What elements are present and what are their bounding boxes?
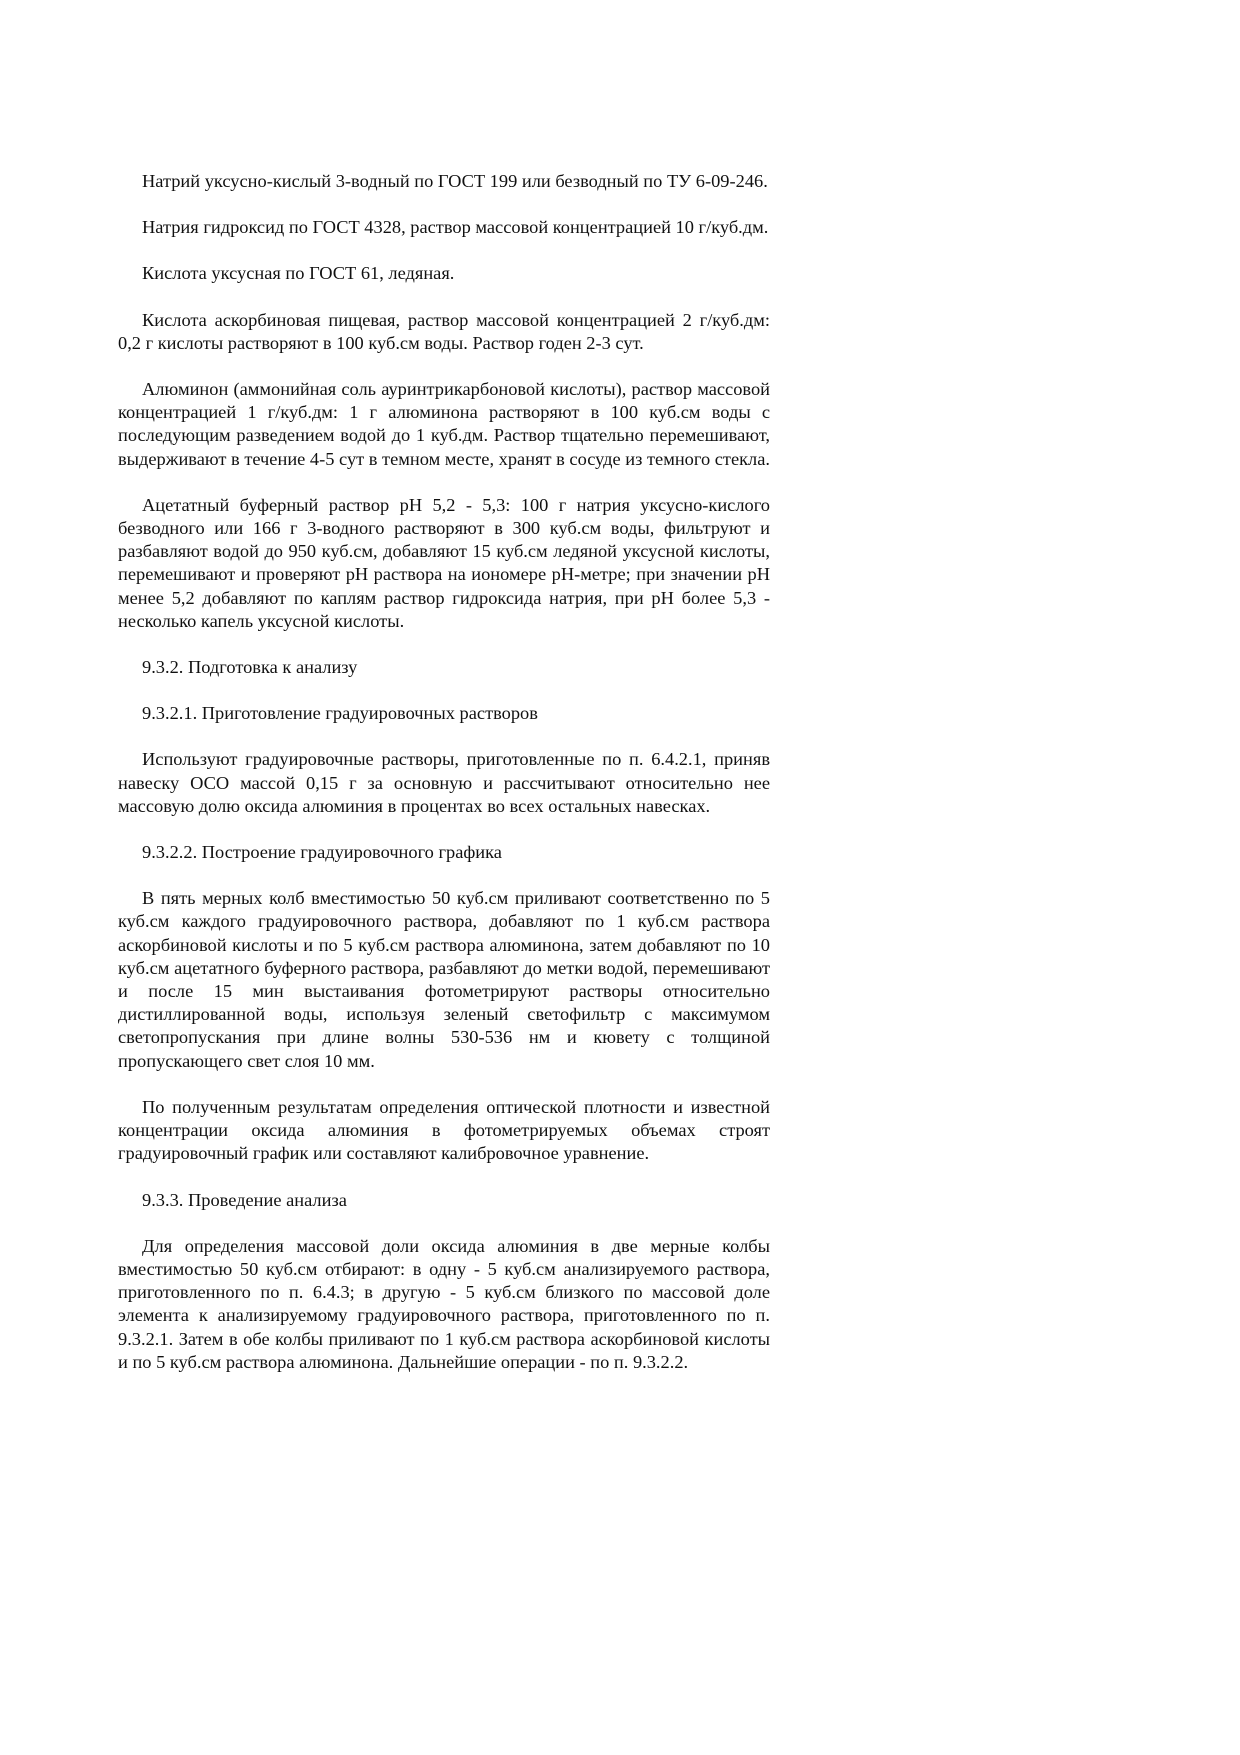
paragraph-calibration-solutions: Используют градуировочные растворы, приготовленные по п. 6.4.2.1, приняв навеску ОСО массой 0,15 г за основную и рассчитывают относительно нее массовую долю оксида алюминия в процентах во всех остальных навесках. xyxy=(118,749,770,816)
paragraph-acetic-acid: Кислота уксусная по ГОСТ 61, ледяная. xyxy=(142,263,455,284)
section-heading-calibration-solutions: 9.3.2.1. Приготовление градуировочных растворов xyxy=(142,703,538,724)
paragraph-sodium-acetate: Натрий уксусно-кислый 3-водный по ГОСТ 199 или безводный по ТУ 6-09-246. xyxy=(142,171,768,191)
section-heading-calibration-graph: 9.3.2.2. Построение градуировочного графика xyxy=(142,842,502,863)
paragraph-aluminon: Алюминон (аммонийная соль ауринтрикарбоновой кислоты), раствор массовой концентрацией 1 г/куб.дм: 1 г алюминона растворяют в 100 куб.см воды с последующим разведением водой до 1 куб.дм. Раствор тщательно перемешивают, выдерживают в течение 4-5 сут в темном месте, хранят в сосуде из темного стекла. xyxy=(118,379,770,469)
section-heading-preparation: 9.3.2. Подготовка к анализу xyxy=(142,657,358,678)
paragraph-analysis-procedure: Для определения массовой доли оксида алюминия в две мерные колбы вместимостью 50 куб.см отбирают: в одну - 5 куб.см анализируемого раствора, приготовленного по п. 6.4.3; в другую - 5 куб.см близкого по массовой доле элемента к анализируемому градуировочного раствора, приготовленного по п. 9.3.2.1. Затем в обе колбы приливают по 1 куб.см раствора аскорбиновой кислоты и по 5 куб.см раствора алюминона. Дальнейшие операции - по п. 9.3.2.2. xyxy=(118,1235,770,1372)
paragraph-acetate-buffer: Ацетатный буферный раствор pH 5,2 - 5,3: 100 г натрия уксусно-кислого безводного или 166 г 3-водного растворяют в 300 куб.см воды, фильтруют и разбавляют водой до 950 куб.см, добавляют 15 куб.см ледяной уксусной кислоты, перемешивают и проверяют pH раствора на иономере pH-метре; при значении pH менее 5,2 добавляют по каплям раствор гидроксида натрия, при pH более 5,3 - несколько капель уксусной кислоты. xyxy=(118,494,770,631)
paragraph-calibration-results: По полученным результатам определения оптической плотности и известной концентрации оксида алюминия в фотометрируемых объемах строят градуировочный график или составляют калибровочное уравнение. xyxy=(118,1096,770,1164)
section-heading-analysis: 9.3.3. Проведение анализа xyxy=(142,1189,347,1210)
paragraph-sodium-hydroxide: Натрия гидроксид по ГОСТ 4328, раствор массовой концентрацией 10 г/куб.дм. xyxy=(142,217,769,238)
paragraph-calibration-procedure: В пять мерных колб вместимостью 50 куб.см приливают соответственно по 5 куб.см каждого градуировочного раствора, добавляют по 1 куб.см раствора аскорбиновой кислоты и по 5 куб.см раствора алюминона, затем добавляют по 10 куб.см ацетатного буферного раствора, разбавляют до метки водой, перемешивают и после 15 мин выстаивания фотометрируют растворы относительно дистиллированной воды, используя зеленый светофильтр с максимумом светопропускания при длине волны 530-536 нм и кювету с толщиной пропускающего свет слоя 10 мм. xyxy=(118,888,770,1071)
paragraph-ascorbic-acid: Кислота аскорбиновая пищевая, раствор массовой концентрацией 2 г/куб.дм: 0,2 г кислоты растворяют в 100 куб.см воды. Раствор годен 2-3 сут. xyxy=(118,309,770,353)
document-page xyxy=(118,170,770,1397)
